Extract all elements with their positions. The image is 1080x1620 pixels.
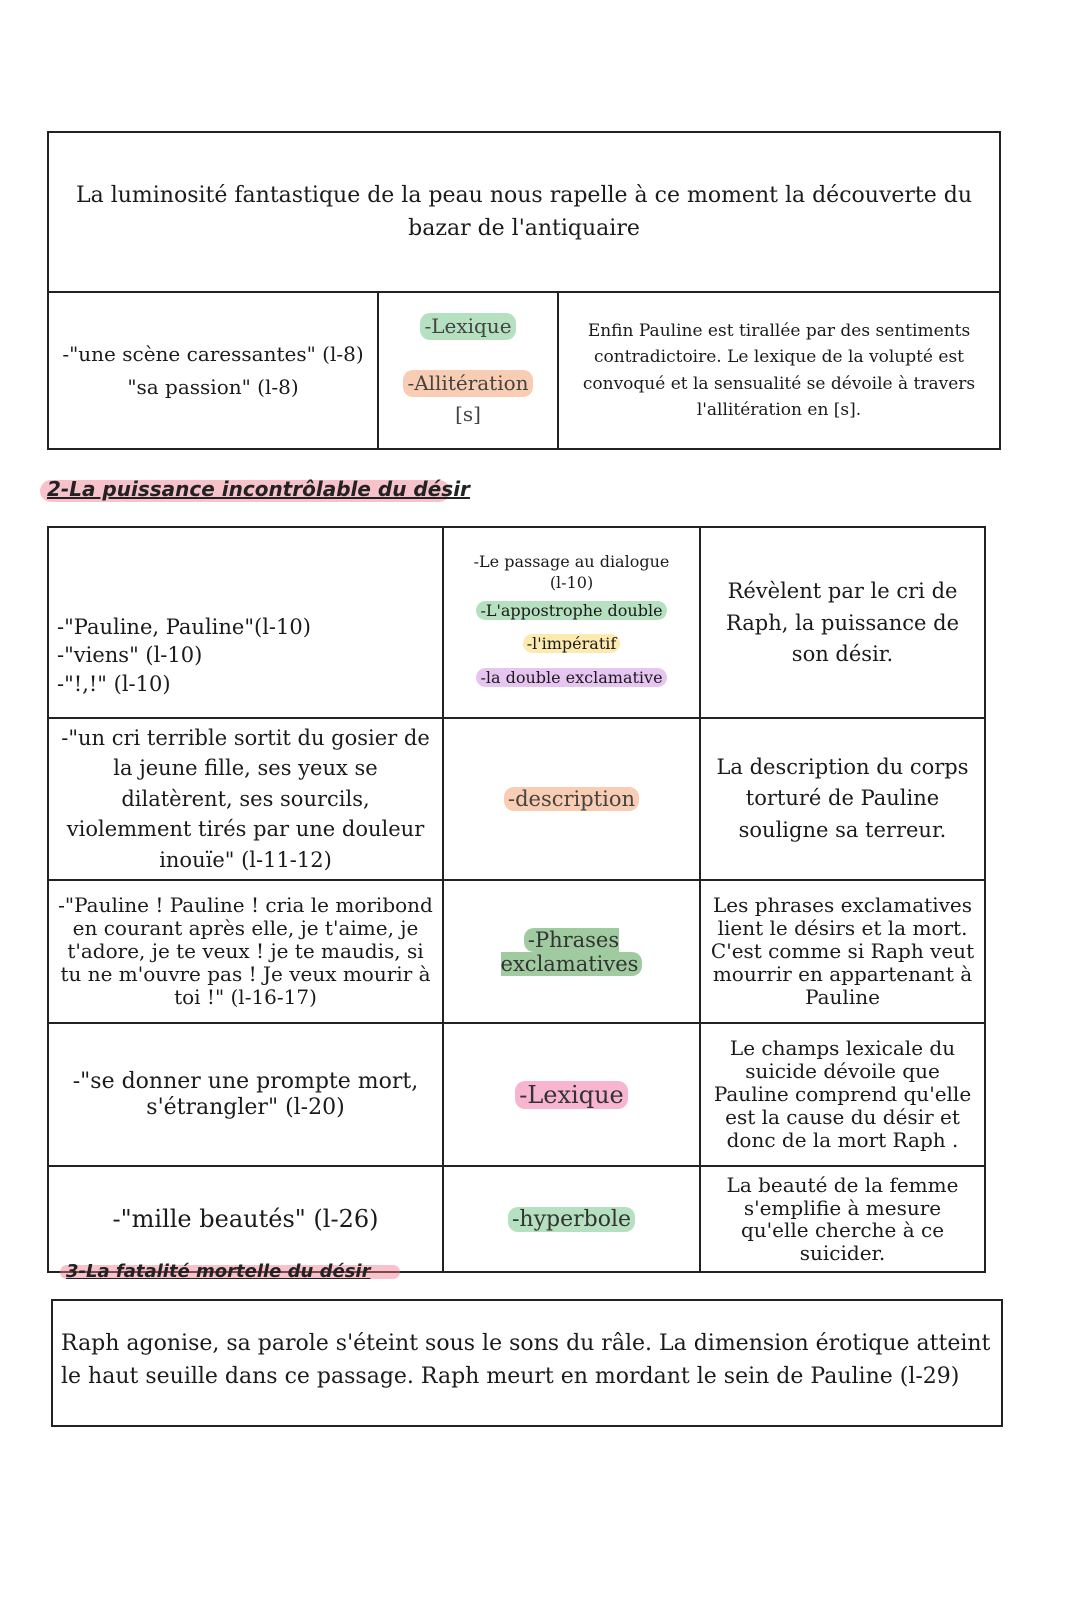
quote-text: -"Pauline ! Pauline ! cria le moribond en courant après elle, je t'aime, je t'adore, je te veux ! je te maudis, si tu ne m'ouvre pas ! Je veux mourir à toi !" (l-16-17) [58,893,433,1010]
figure-cell [443,718,700,880]
conclusion-text: Raph agonise, sa parole s'éteint sous le sons du râle. La dimension érotique atteint le haut seuille dans ce passage. Raph meurt en mordant le sein de Pauline (l-29) [61,1331,991,1389]
quote-cell [48,1166,443,1272]
figure-label: -hyperbole [508,1207,635,1232]
row1-analysis-cell [558,292,1000,449]
analysis-text: Le champs lexicale du suicide dévoile que Pauline comprend qu'elle est la cause du désir et donc de la mort Raph . [713,1036,972,1153]
table-row [48,1166,985,1272]
figure-cell [443,880,700,1023]
analysis-text: Enfin Pauline est tirallée par des sentiments contradictoire. Le lexique de la volupté est convoqué et la sensualité se dévoile à travers l'allitération en [s]. [582,320,976,420]
figure-label: [s] [455,402,481,426]
intro-text: La luminosité fantastique de la peau nous rapelle à ce moment la découverte du bazar de l'antiquaire [75,183,973,241]
figure-label: -L'appostrophe double [476,601,666,620]
section3-heading: 3-La fatalité mortelle du désir [66,1261,371,1282]
figure-cell [443,1023,700,1166]
table-row [48,1023,985,1166]
figure-label: -Lexique [515,1081,627,1109]
quote-cell [48,718,443,880]
table-row [48,880,985,1023]
quote-line: -"viens" (l-10) [57,643,203,668]
analysis-cell [700,718,985,880]
quote-cell [48,880,443,1023]
figure-label: -Le passage au dialogue [473,551,670,571]
analysis-text: Les phrases exclamatives lient le désirs et la mort. C'est comme si Raph veut mourrir en appartenant à Pauline [710,893,975,1010]
figure-label: -la double exclamative [476,668,666,687]
row1-figures-cell [378,292,558,449]
analysis-cell [700,1023,985,1166]
analysis-cell [700,880,985,1023]
intro-cell [48,132,1000,292]
section2-heading: 2-La puissance incontrôlable du désir [47,477,470,501]
figure-cell [443,527,700,718]
row1-quotes-cell [48,292,378,449]
quote-text: -"un cri terrible sortit du gosier de la jeune fille, ses yeux se dilatèrent, ses sourcils, violemment tirés par une douleur inouïe" (l-11-12) [61,726,430,872]
figure-label: -description [504,787,639,811]
quote-line: -"une scène caressantes" (l-8) [62,341,364,366]
quote-text: -"mille beautés" (l-26) [112,1205,379,1234]
quote-line: "sa passion" (l-8) [127,374,299,399]
table-row [48,527,985,718]
section2-table [47,526,986,1273]
figure-label: (l-10) [549,573,594,593]
figure-label: -l'impératif [523,634,621,653]
analysis-text: La beauté de la femme s'emplifie à mesure qu'elle cherche à ce suicider. [726,1173,959,1265]
quote-text: -"se donner une prompte mort, s'étrangler" (l-20) [72,1069,419,1120]
analysis-text: La description du corps torturé de Pauline souligne sa terreur. [716,754,969,842]
quote-line: -"!,!" (l-10) [57,671,171,696]
table-row [48,718,985,880]
conclusion-box [51,1299,1003,1427]
figure-cell [443,1166,700,1272]
quote-line: -"Pauline, Pauline"(l-10) [57,614,311,639]
analysis-cell [700,527,985,718]
figure-label: -Lexique [420,313,515,340]
analysis-text: Révèlent par le cri de Raph, la puissance de son désir. [725,579,960,666]
intro-table [47,131,1001,450]
quote-cell [48,527,443,718]
analysis-cell [700,1166,985,1272]
quote-cell [48,1023,443,1166]
figure-label: -Phrases exclamatives [501,928,643,976]
figure-label: -Allitération [403,370,532,397]
